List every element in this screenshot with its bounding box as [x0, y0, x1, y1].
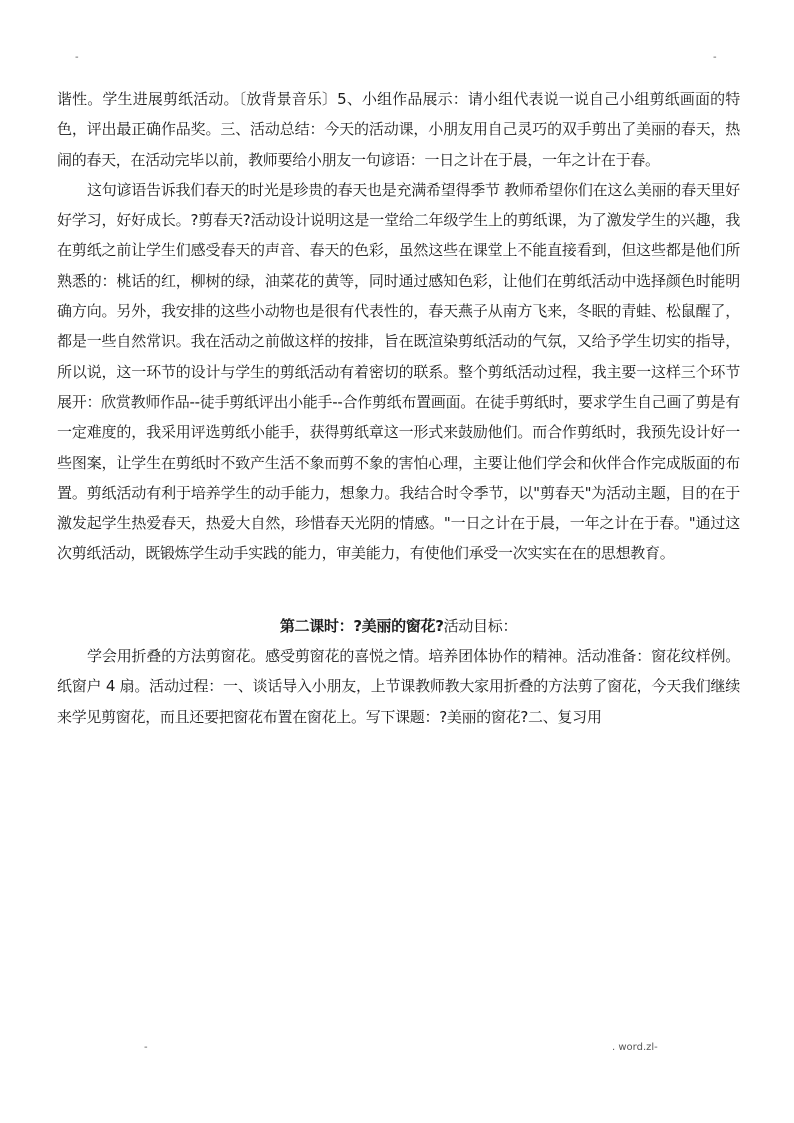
header-right-mark: -	[713, 52, 717, 63]
section-title-bold: 第二课时：?美丽的窗花?	[279, 616, 444, 635]
document-body	[57, 84, 740, 732]
footer-right-text: . word.zl-	[612, 1042, 658, 1053]
paragraph-lesson-two: 学会用折叠的方法剪窗花。感受剪窗花的喜悦之情。培养团体协作的精神。活动准备：窗花纹样例。纸窗户 4 扇。活动过程：一、谈话导入小朋友，上节课教师教大家用折叠的方法剪了窗花，今天我们继续来学见剪窗花，而且还要把窗花布置在窗花上。写下课题：?美丽的窗花?二、复习用	[57, 647, 740, 726]
section-title	[57, 611, 740, 641]
paragraph-continued: 谐性。学生进展剪纸活动。〔放背景音乐〕5、小组作品展示：请小组代表说一说自己小组剪纸画面的特色，评出最正确作品奖。三、活动总结：今天的活动课，小朋友用自己灵巧的双手剪出了美丽的春天，热闹的春天，在活动完毕以前，教师要给小朋友一句谚语：一日之计在于晨，一年之计在于春。	[57, 90, 740, 169]
footer-left-mark: -	[144, 1042, 148, 1053]
header-left-mark: -	[75, 52, 79, 63]
section-title-rest: 活动目标：	[443, 616, 518, 635]
paragraph-design-notes: 这句谚语告诉我们春天的时光是珍贵的春天也是充满希望得季节 教师希望你们在这么美丽的春天里好好学习，好好成长。?剪春天?活动设计说明这是一堂给二年级学生上的剪纸课，为了激发学生的兴趣，我在剪纸之前让学生们感受春天的声音、春天的色彩，虽然这些在课堂上不能直接看到，但这些都是他们所熟悉的：桃话的红，柳树的绿，油菜花的黄等，同时通过感知色彩，让他们在剪纸活动中选择颜色时能明确方向。另外，我安排的这些小动物也是很有代表性的，春天燕子从南方飞来，冬眠的青蛙、松鼠醒了，都是一些自然常识。我在活动之前做这样的按排，旨在既渲染剪纸活动的气氛，又给予学生切实的指导，所以说，这一环节的设计与学生的剪纸活动有着密切的联系。整个剪纸活动过程，我主要一这样三个环节展开：欣赏教师作品--徒手剪纸评出小能手--合作剪纸布置画面。在徒手剪纸时，要求学生自己画了剪是有一定难度的，我采用评选剪纸小能手，获得剪纸章这一形式来鼓励他们。而合作剪纸时，我预先设计好一些图案，让学生在剪纸时不致产生活不象而剪不象的害怕心理，主要让他们学会和伙伴合作完成版面的布置。剪纸活动有利于培养学生的动手能力，想象力。我结合时令季节，以"剪春天"为活动主题，目的在于激发起学生热爱春天，热爱大自然，珍惜春天光阴的情感。"一日之计在于晨，一年之计在于春。"通过这次剪纸活动，既锻炼学生动手实践的能力，审美能力，有使他们承受一次实实在在的思想教育。	[57, 180, 740, 563]
